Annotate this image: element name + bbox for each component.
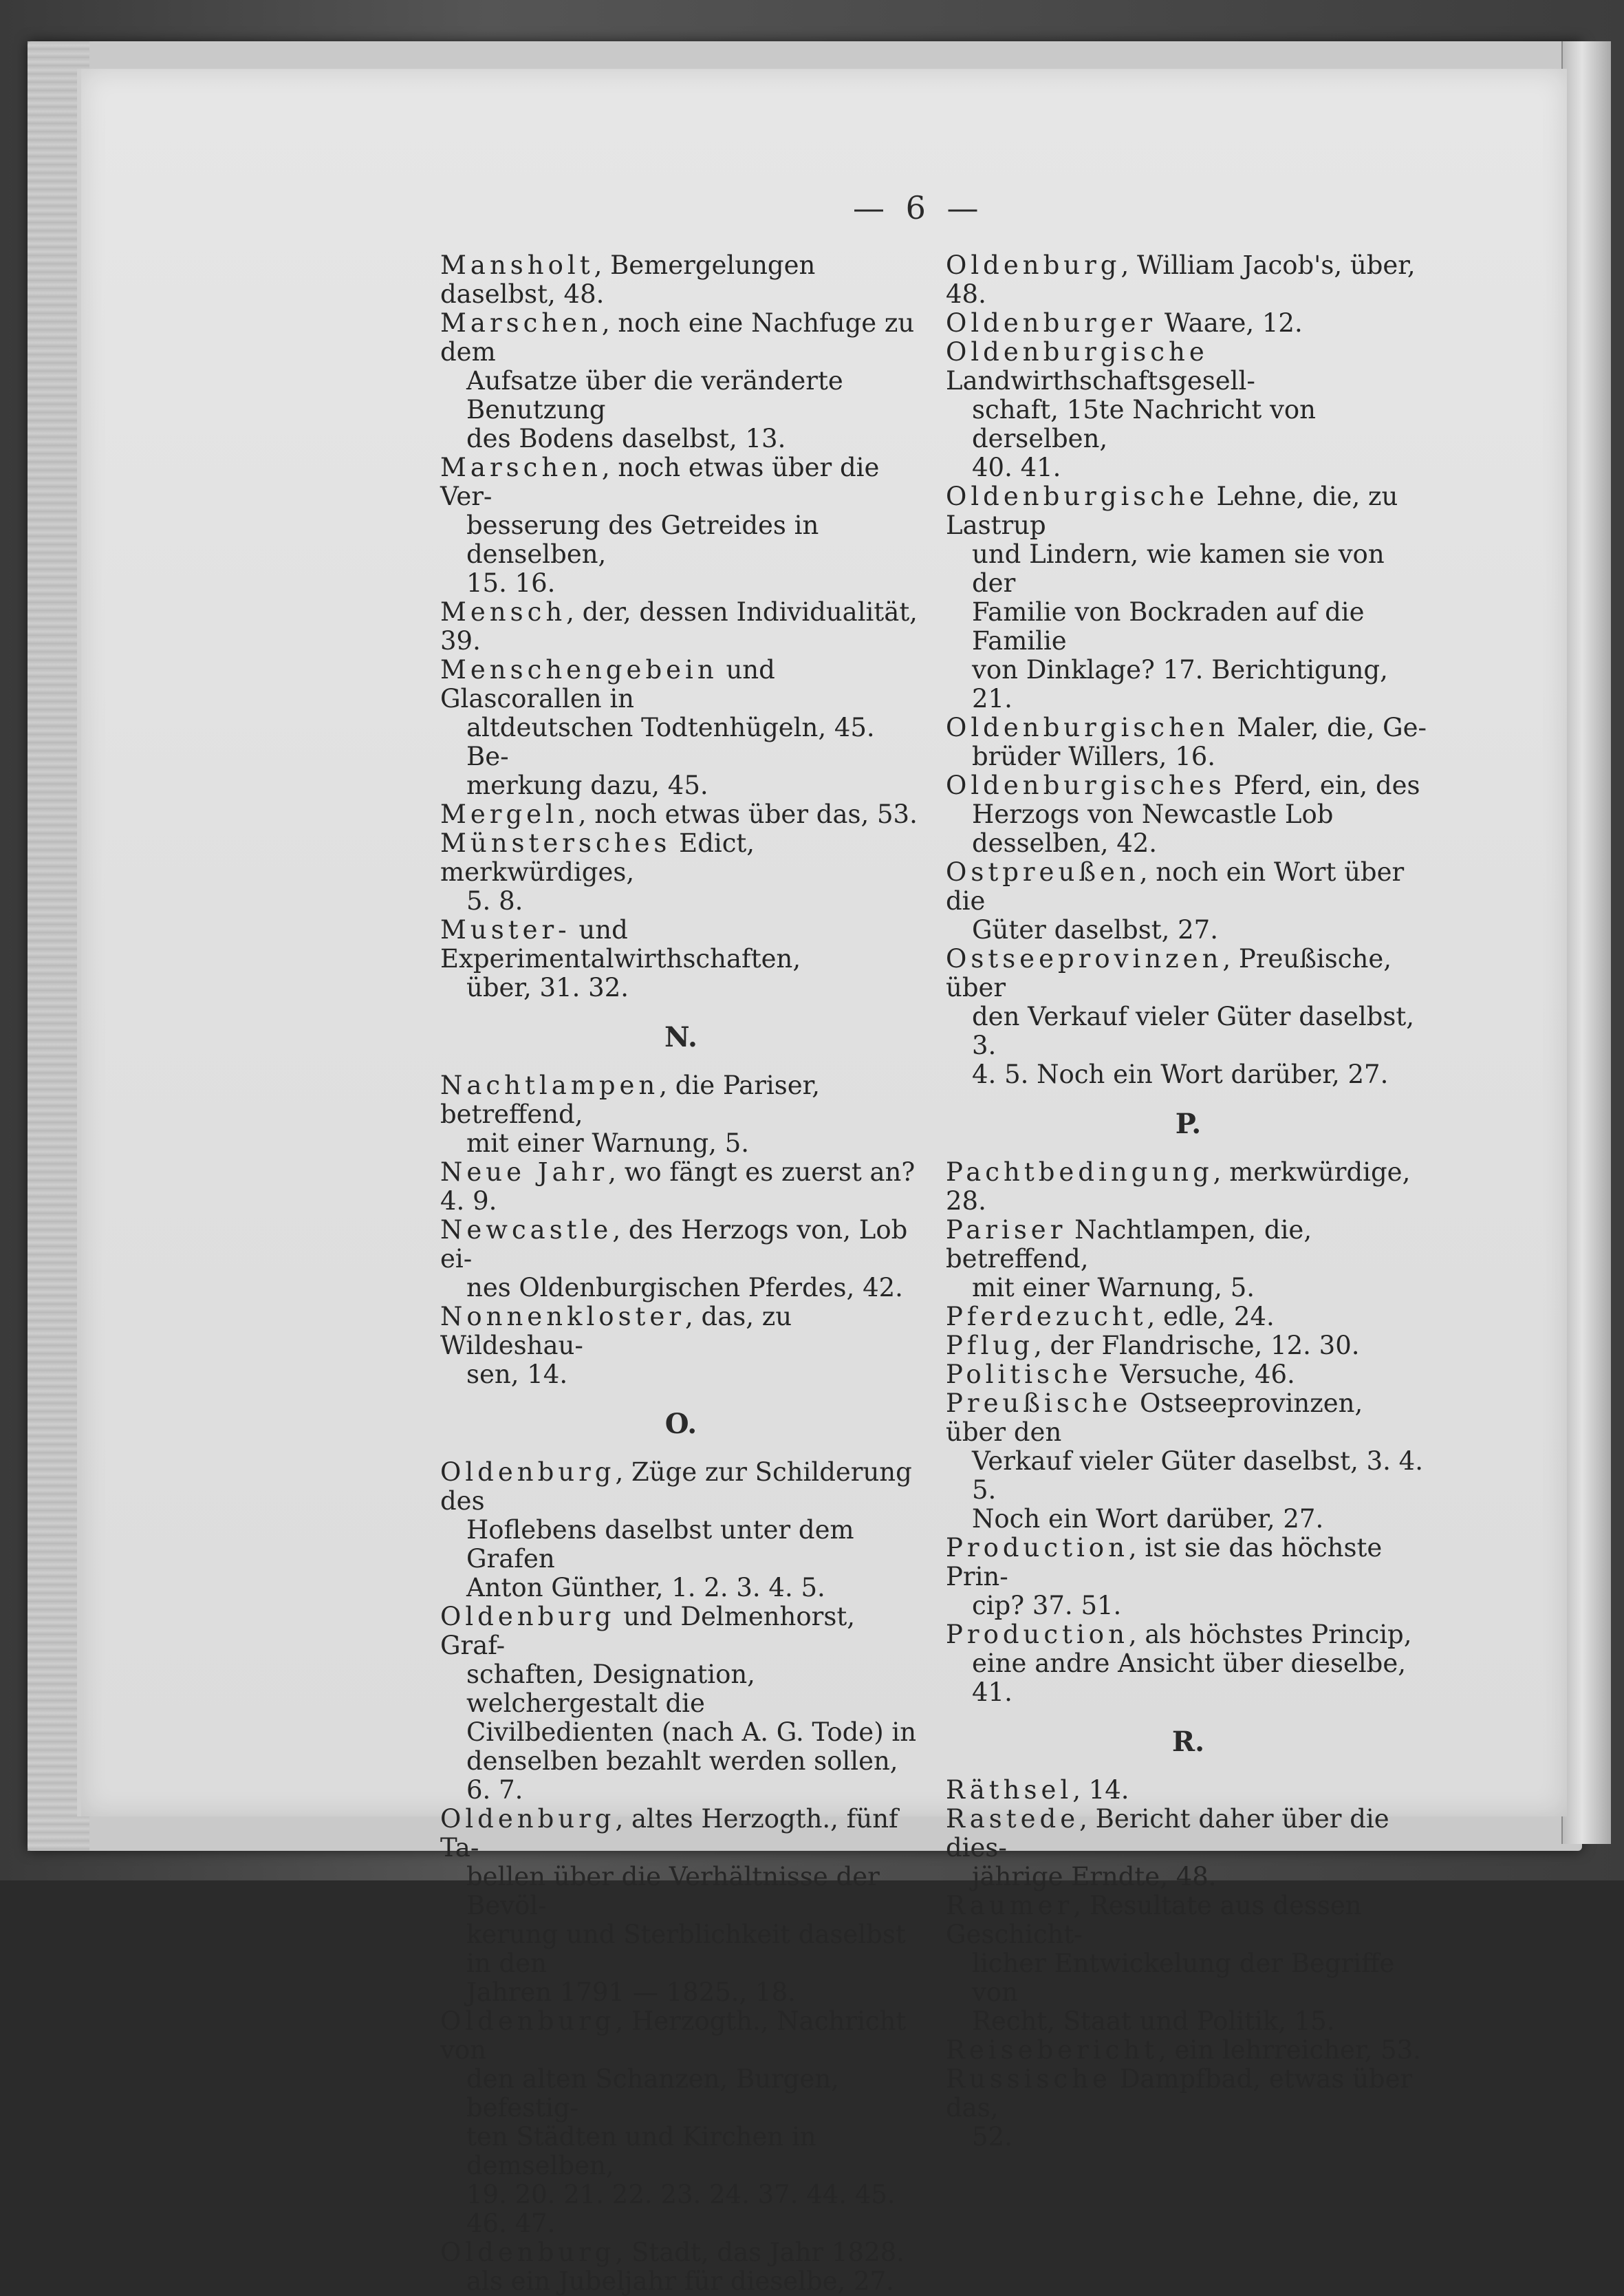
index-entry (946, 945, 1431, 1089)
entry-text: , 14. (1072, 1775, 1129, 1805)
entry-text: , Stadt, das Jahr 1828. (615, 2238, 905, 2267)
entry-keyword: Pariser (946, 1215, 1067, 1245)
entry-keyword: Neue Jahr (440, 1157, 609, 1187)
entry-first-line (440, 829, 922, 887)
entry-text: , wo fängt es zuerst an? 4. 9. (440, 1157, 916, 1216)
entry-text: , Züge zur Schilderung des (440, 1457, 912, 1516)
index-entry (946, 2036, 1431, 2065)
entry-keyword: Oldenburg (440, 1457, 616, 1487)
entry-continuation-line: den alten Schanzen, Burgen, befestig- (466, 2064, 839, 2123)
entry-keyword: Mansholt (440, 250, 594, 280)
entry-continuation-line: den Verkauf vieler Güter daselbst, 3. (972, 1002, 1415, 1060)
entry-keyword: Menschengebein (440, 655, 718, 685)
entry-continuation-line: cip? 37. 51. (972, 1591, 1122, 1620)
entry-first-line (946, 1360, 1431, 1389)
index-entry (946, 858, 1431, 945)
entry-text: , noch eine Nachfuge zu dem (440, 308, 915, 367)
entry-first-line (440, 453, 922, 511)
entry-keyword: Newcastle (440, 1215, 613, 1245)
entry-continuation-line: 19. 20. 21. 22. 23. 24. 37. 44. 45. (466, 2180, 896, 2209)
entry-keyword: Oldenburg (440, 2238, 616, 2267)
entry-text: , ist sie das höchste Prin- (946, 1533, 1383, 1591)
entry-text: , noch etwas über das, 53. (578, 800, 918, 829)
index-entry (440, 829, 922, 916)
entry-text: , altes Herzogth., fünf Ta- (440, 1804, 898, 1863)
entry-text: , noch ein Wort über die (946, 857, 1405, 916)
index-entry (946, 338, 1431, 482)
entry-keyword: Muster- (440, 915, 571, 945)
entry-continuation-line: und Lindern, wie kamen sie von der (972, 539, 1385, 598)
entry-continuation-line: über, 31. 32. (466, 973, 629, 1002)
entry-continuation-line: 52. (972, 2122, 1013, 2152)
entry-first-line (946, 771, 1431, 800)
index-entry (946, 1620, 1431, 1707)
index-entry (440, 1158, 922, 1216)
index-entry (440, 1216, 922, 1302)
entry-text: , edle, 24. (1147, 1302, 1275, 1331)
entry-keyword: Production (946, 1533, 1129, 1563)
entry-continuation-line: Civilbedienten (nach A. G. Tode) in (466, 1717, 917, 1747)
entry-continuation-line: schaften, Designation, welchergestalt die (466, 1660, 755, 1718)
index-entry (946, 771, 1431, 858)
entry-text: , Bemergelungen daselbst, 48. (440, 250, 816, 309)
entry-keyword: Politische (946, 1360, 1112, 1389)
entry-keyword: Ostseeprovinzen (946, 944, 1223, 974)
entry-continuation-line: sen, 14. (466, 1360, 568, 1389)
index-entry (440, 1458, 922, 1602)
entry-continuation-line: altdeutschen Todtenhügeln, 45. Be- (466, 713, 875, 771)
index-entry (946, 2065, 1431, 2152)
entry-continuation-line: Noch ein Wort darüber, 27. (972, 1504, 1324, 1534)
index-entry (440, 1071, 922, 1158)
entry-keyword: Räthsel (946, 1775, 1073, 1805)
entry-keyword: Production (946, 1620, 1129, 1649)
index-entry (440, 309, 922, 453)
entry-keyword: Oldenburgische (946, 482, 1209, 511)
entry-text: Maler, die, Ge- (1228, 713, 1427, 742)
entry-text: und Glascorallen in (440, 655, 775, 714)
entry-text: , ein lehrreicher, 53. (1158, 2035, 1421, 2065)
entry-continuation-line: als ein Jubeljahr für dieselbe, 27. (466, 2266, 894, 2296)
index-entry (946, 1389, 1431, 1534)
entry-text: , Preußische, über (946, 944, 1392, 1002)
entry-keyword: Oldenburg (946, 250, 1121, 280)
entry-first-line (946, 2065, 1431, 2123)
entry-continuation-line: mit einer Warnung, 5. (466, 1128, 750, 1158)
entry-text: Nachtlampen, die, betreffend, (946, 1215, 1312, 1274)
entry-keyword: Reisebericht (946, 2035, 1158, 2065)
entry-continuation-line: 40. 41. (972, 453, 1061, 482)
entry-keyword: Marschen (440, 453, 602, 482)
index-entry (440, 1302, 922, 1389)
entry-continuation-line: von Dinklage? 17. Berichtigung, 21. (972, 655, 1388, 714)
entry-continuation-line: Herzogs von Newcastle Lob desselben, 42. (972, 800, 1334, 858)
entry-first-line (946, 309, 1431, 338)
entry-continuation-line: bellen über die Verhältnisse der Bevöl- (466, 1862, 880, 1920)
page-number: — 6 — (853, 189, 984, 226)
entry-text: , Resultate aus dessen Geschicht- (946, 1891, 1362, 1949)
index-entry (946, 1360, 1431, 1389)
index-entry (440, 2007, 922, 2238)
entry-keyword: Marschen (440, 308, 602, 338)
entry-first-line (440, 1458, 922, 1516)
entry-keyword: Nonnenkloster (440, 1302, 686, 1331)
entry-keyword: Oldenburg (440, 2006, 616, 2036)
entry-text: Waare, 12. (1156, 308, 1303, 338)
entry-continuation-line: Hoflebens daselbst unter dem Grafen (466, 1515, 854, 1574)
index-entry (946, 309, 1431, 338)
entry-first-line (946, 338, 1431, 396)
index-entry (440, 2238, 922, 2296)
entry-text: Lehne, die, zu Lastrup (946, 482, 1398, 540)
entry-continuation-line: Familie von Bockraden auf die Familie (972, 597, 1365, 656)
entry-continuation-line: denselben bezahlt werden sollen, 6. 7. (466, 1746, 898, 1805)
entry-text: , als höchstes Princip, (1128, 1620, 1412, 1649)
index-entry (946, 1534, 1431, 1620)
entry-continuation-line: des Bodens daselbst, 13. (466, 424, 786, 453)
entry-continuation-line: brüder Willers, 16. (972, 742, 1216, 771)
entry-text: Edict, merkwürdiges, (440, 828, 755, 887)
entry-text: Dampfbad, etwas über das, (946, 2064, 1413, 2123)
entry-first-line (440, 1216, 922, 1274)
entry-first-line (440, 309, 922, 367)
entry-continuation-line: 15. 16. (466, 568, 556, 598)
index-entry (946, 1302, 1431, 1331)
index-entry (440, 916, 922, 1002)
entry-continuation-line: Verkauf vieler Güter daselbst, 3. 4. 5. (972, 1446, 1423, 1505)
entry-first-line (440, 656, 922, 714)
entry-keyword: Mensch (440, 597, 567, 627)
entry-text: Versuche, 46. (1112, 1360, 1295, 1389)
entry-text: , des Herzogs von, Lob ei- (440, 1215, 908, 1274)
entry-keyword: Oldenburg (440, 1804, 616, 1834)
entry-continuation-line: 4. 5. Noch ein Wort darüber, 27. (972, 1060, 1389, 1089)
entry-keyword: Münstersches (440, 828, 671, 858)
entry-continuation-line: kerung und Sterblichkeit daselbst in den (466, 1920, 906, 1978)
section-letter-heading: P. (1175, 1108, 1202, 1140)
entry-first-line (946, 1805, 1431, 1863)
index-entry (946, 251, 1431, 309)
entry-first-line (440, 598, 922, 656)
entry-keyword: Pflug (946, 1331, 1034, 1360)
entry-first-line (440, 1071, 922, 1129)
entry-continuation-line: 46. 47. (466, 2209, 556, 2238)
entry-first-line (440, 251, 922, 309)
entry-first-line (946, 1776, 1431, 1805)
entry-first-line (946, 1389, 1431, 1447)
entry-text: , William Jacob's, über, 48. (946, 250, 1416, 309)
entry-keyword: Oldenburger (946, 308, 1157, 338)
entry-first-line (946, 1891, 1431, 1949)
entry-continuation-line: jährige Erndte, 48. (972, 1862, 1217, 1891)
index-entry (440, 453, 922, 598)
index-entry (946, 1331, 1431, 1360)
entry-continuation-line: 5. 8. (466, 886, 523, 916)
index-entry (946, 1805, 1431, 1891)
entry-first-line (946, 1216, 1431, 1274)
next-page-edge (1561, 41, 1611, 1844)
entry-text: , merkwürdige, 28. (946, 1157, 1411, 1216)
index-entry (946, 1776, 1431, 1805)
entry-keyword: Raumer (946, 1891, 1074, 1920)
entry-continuation-line: merkung dazu, 45. (466, 771, 708, 800)
entry-first-line (946, 858, 1431, 916)
entry-text: Landwirthschaftsgesell- (946, 366, 1255, 396)
entry-first-line (946, 1620, 1431, 1649)
entry-text: , der Flandrische, 12. 30. (1033, 1331, 1360, 1360)
entry-text: , noch etwas über die Ver- (440, 453, 880, 511)
entry-first-line (440, 2007, 922, 2065)
entry-first-line (440, 800, 922, 829)
index-entry (440, 1805, 922, 2007)
index-column-right (946, 251, 1431, 2152)
entry-keyword: Oldenburgischen (946, 713, 1229, 742)
entry-keyword: Mergeln (440, 800, 578, 829)
index-entry (946, 482, 1431, 714)
entry-text: , die Pariser, betreffend, (440, 1071, 821, 1129)
entry-continuation-line: Jahren 1791 — 1825., 18. (466, 1977, 796, 2007)
entry-first-line (440, 2238, 922, 2267)
entry-keyword: Russische (946, 2064, 1112, 2094)
index-entry (440, 1602, 922, 1805)
entry-keyword: Pachtbedingung (946, 1157, 1213, 1187)
entry-text: Ostseeprovinzen, über den (946, 1388, 1363, 1447)
entry-text: und Delmenhorst, Graf- (440, 1602, 855, 1660)
entry-continuation-line: Güter daselbst, 27. (972, 915, 1218, 945)
index-entry (440, 800, 922, 829)
entry-first-line (946, 251, 1431, 309)
entry-first-line (440, 916, 922, 974)
index-entry (440, 598, 922, 656)
entry-keyword: Ostpreußen (946, 857, 1140, 887)
entry-first-line (946, 482, 1431, 540)
index-entry (946, 714, 1431, 771)
section-letter-heading: N. (664, 1021, 697, 1053)
entry-continuation-line: schaft, 15te Nachricht von derselben, (972, 395, 1316, 453)
entry-first-line (946, 945, 1431, 1002)
entry-first-line (440, 1158, 922, 1216)
entry-text: , Herzogth., Nachricht von (440, 2006, 907, 2065)
entry-first-line (440, 1302, 922, 1360)
entry-keyword: Rastede (946, 1804, 1080, 1834)
entry-keyword: Preußische (946, 1388, 1132, 1418)
entry-text: Pferd, ein, des (1225, 771, 1420, 800)
entry-keyword: Nachtlampen (440, 1071, 660, 1100)
entry-first-line (946, 714, 1431, 742)
index-entry (946, 1891, 1431, 2036)
entry-text: , das, zu Wildeshau- (440, 1302, 792, 1360)
section-letter-heading: R. (1171, 1726, 1205, 1758)
entry-first-line (946, 1331, 1431, 1360)
entry-continuation-line: ten Städten und Kirchen in demselben, (466, 2122, 816, 2180)
entry-text: und Experimentalwirthschaften, (440, 915, 801, 974)
entry-keyword: Oldenburgische (946, 337, 1209, 367)
entry-keyword: Oldenburgisches (946, 771, 1226, 800)
index-entry (946, 1216, 1431, 1302)
entry-text: , Bericht daher über die dies- (946, 1804, 1389, 1863)
entry-text: , der, dessen Individualität, 39. (440, 597, 918, 656)
entry-first-line (946, 1302, 1431, 1331)
entry-first-line (440, 1602, 922, 1660)
entry-continuation-line: besserung des Getreides in denselben, (466, 511, 819, 569)
index-entry (440, 251, 922, 309)
entry-continuation-line: Anton Günther, 1. 2. 3. 4. 5. (466, 1573, 825, 1602)
entry-first-line (946, 1534, 1431, 1591)
section-letter-heading: O. (664, 1408, 697, 1440)
entry-keyword: Pferdezucht (946, 1302, 1147, 1331)
entry-continuation-line: mit einer Warnung, 5. (972, 1273, 1255, 1302)
entry-first-line (440, 1805, 922, 1863)
entry-continuation-line: eine andre Ansicht über dieselbe, 41. (972, 1649, 1407, 1707)
entry-continuation-line: Aufsatze über die veränderte Benutzung (466, 366, 843, 425)
entry-first-line (946, 2036, 1431, 2065)
entry-first-line (946, 1158, 1431, 1216)
entry-continuation-line: licher Entwickelung der Begriffe von (972, 1949, 1395, 2007)
index-column-left (440, 251, 922, 2296)
entry-continuation-line: nes Oldenburgischen Pferdes, 42. (466, 1273, 903, 1302)
entry-keyword: Oldenburg (440, 1602, 616, 1631)
entry-continuation-line: Recht, Staat und Politik, 15. (972, 2006, 1335, 2036)
index-entry (440, 656, 922, 800)
index-entry (946, 1158, 1431, 1216)
